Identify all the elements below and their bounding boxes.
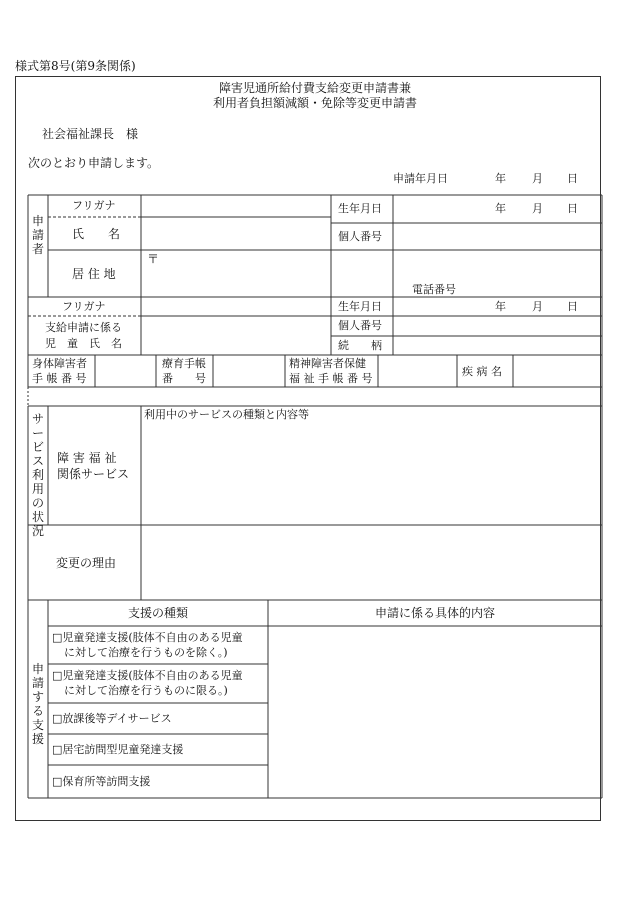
support-item-1-line1[interactable]: □児童発達支援(肢体不自由のある児童 [52, 631, 243, 644]
support-section-label: 申請する支援 [31, 662, 44, 746]
child-furigana-label: フリガナ [62, 300, 106, 313]
applicant-name-label: 氏 名 [72, 227, 121, 241]
service-category-line2: 関係サービス [57, 467, 130, 481]
applicant-birth-year: 年 [495, 202, 506, 215]
child-name-label-line1: 支給申請に係る [45, 321, 122, 334]
service-usage-section-label: サービス利用の状況 [31, 412, 44, 538]
application-date-year: 年 [495, 172, 506, 185]
postal-mark: 〒 [147, 252, 160, 266]
physical-cert-label-line2: 手 帳 番 号 [32, 372, 87, 385]
form-title-line2: 利用者負担額減額・免除等変更申請書 [212, 96, 417, 110]
support-item-2-line1[interactable]: □児童発達支援(肢体不自由のある児童 [52, 669, 243, 682]
rehab-cert-label-line2: 番 号 [162, 372, 206, 385]
child-birthdate-label: 生年月日 [338, 300, 382, 313]
child-relationship-label: 続 柄 [338, 339, 382, 352]
support-item-2-line2: に対して治療を行うものに限る。) [64, 684, 228, 697]
change-reason-label: 変更の理由 [56, 556, 117, 570]
mental-cert-label-line2: 福 祉 手 帳 番 号 [289, 372, 373, 385]
support-item-1-line2: に対して治療を行うものを除く。) [64, 646, 228, 659]
support-detail-header: 申請に係る具体的内容 [374, 606, 495, 620]
service-content-label: 利用中のサービスの種類と内容等 [144, 408, 309, 421]
addressee: 社会福祉課長 様 [42, 127, 139, 141]
form-title-line1: 障害児通所給付費支給変更申請書兼 [218, 81, 411, 95]
support-item-5[interactable]: □保育所等訪問支援 [52, 775, 151, 788]
phone-label: 電話番号 [412, 283, 456, 296]
disease-label: 疾 病 名 [462, 365, 502, 378]
intro-text: 次のとおり申請します。 [28, 156, 160, 170]
application-date-label: 申請年月日 [393, 172, 448, 185]
support-type-header: 支援の種類 [127, 606, 188, 620]
child-birth-day: 日 [567, 300, 578, 313]
child-birth-month: 月 [532, 300, 543, 313]
service-category-line1: 障 害 福 祉 [57, 451, 117, 465]
applicant-personal-number-label: 個人番号 [338, 230, 382, 243]
child-birth-year: 年 [495, 300, 506, 313]
applicant-birth-day: 日 [567, 202, 578, 215]
child-name-label-line2: 児 童 氏 名 [45, 337, 122, 350]
application-date-day: 日 [567, 172, 578, 185]
child-personal-number-label: 個人番号 [338, 319, 382, 332]
applicant-birthdate-label: 生年月日 [338, 202, 382, 215]
support-item-4[interactable]: □居宅訪問型児童発達支援 [52, 743, 184, 756]
rehab-cert-label-line1: 療育手帳 [162, 357, 206, 370]
form-number: 様式第8号(第9条関係) [15, 59, 136, 73]
support-item-3[interactable]: □放課後等デイサービス [52, 712, 172, 725]
applicant-address-label: 居 住 地 [72, 267, 116, 281]
mental-cert-label-line1: 精神障害者保健 [289, 357, 366, 370]
physical-cert-label-line1: 身体障害者 [32, 357, 87, 370]
applicant-section-label: 申請者 [31, 214, 44, 256]
applicant-birth-month: 月 [532, 202, 543, 215]
applicant-furigana-label: フリガナ [72, 199, 116, 212]
application-date-month: 月 [532, 172, 543, 185]
